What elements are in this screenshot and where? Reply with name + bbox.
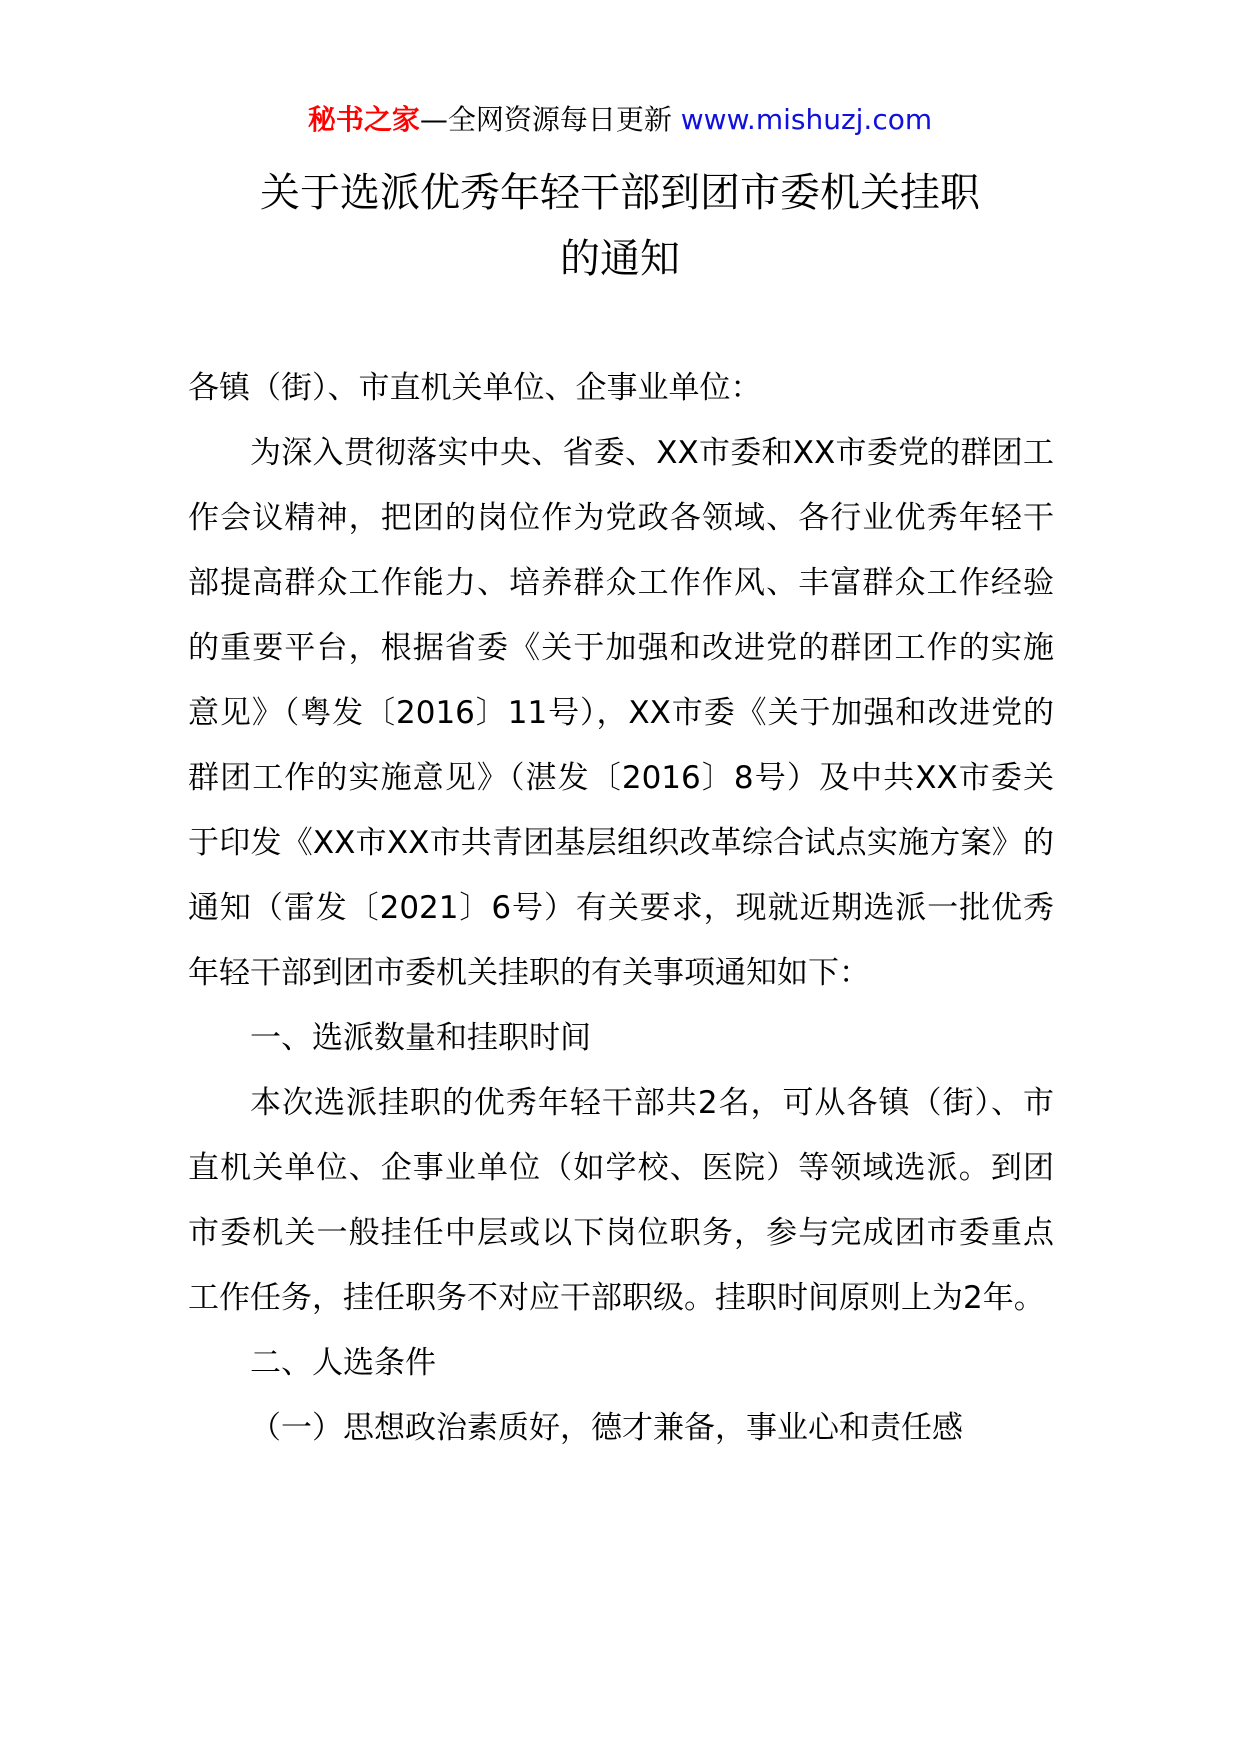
site-header (0, 100, 1240, 140)
site-tagline: —全网资源每日更新 (419, 103, 681, 136)
document-body (188, 356, 1054, 1461)
document-title-line-1: 关于选派优秀年轻干部到团市委机关挂职 (260, 170, 980, 216)
document-title (190, 160, 1050, 292)
paragraph-section-1: 本次选派挂职的优秀年轻干部共2名，可从各镇（街）、市直机关单位、企事业单位（如学校、医院）等领域选派。到团市委机关一般挂任中层或以下岗位职务，参与完成团市委重点工作任务，挂任职务不对应干部职级。挂职时间原则上为2年。 (188, 1085, 1054, 1316)
paragraph-intro: 为深入贯彻落实中央、省委、XX市委和XX市委党的群团工作会议精神，把团的岗位作为党政各领域、各行业优秀年轻干部提高群众工作能力、培养群众工作作风、丰富群众工作经验的重要平台，根据省委《关于加强和改进党的群团工作的实施意见》（粤发〔2016〕11号），XX市委《关于加强和改进党的群团工作的实施意见》（湛发〔2016〕8号）及中共XX市委关于印发《XX市XX市共青团基层组织改革综合试点实施方案》的通知（雷发〔2021〕6号）有关要求，现就近期选派一批优秀年轻干部到团市委机关挂职的有关事项通知如下： (188, 435, 1054, 991)
salutation: 各镇（街）、市直机关单位、企事业单位： (188, 370, 762, 406)
paragraph-condition-1: （一）思想政治素质好，德才兼备，事业心和责任感 (250, 1410, 963, 1446)
section-heading-1: 一、选派数量和挂职时间 (250, 1020, 591, 1056)
document-title-line-2: 的通知 (560, 236, 680, 282)
section-heading-2: 二、人选条件 (250, 1345, 436, 1381)
site-url-link[interactable]: www.mishuzj.com (680, 103, 933, 136)
site-brand: 秘书之家 (307, 103, 420, 136)
